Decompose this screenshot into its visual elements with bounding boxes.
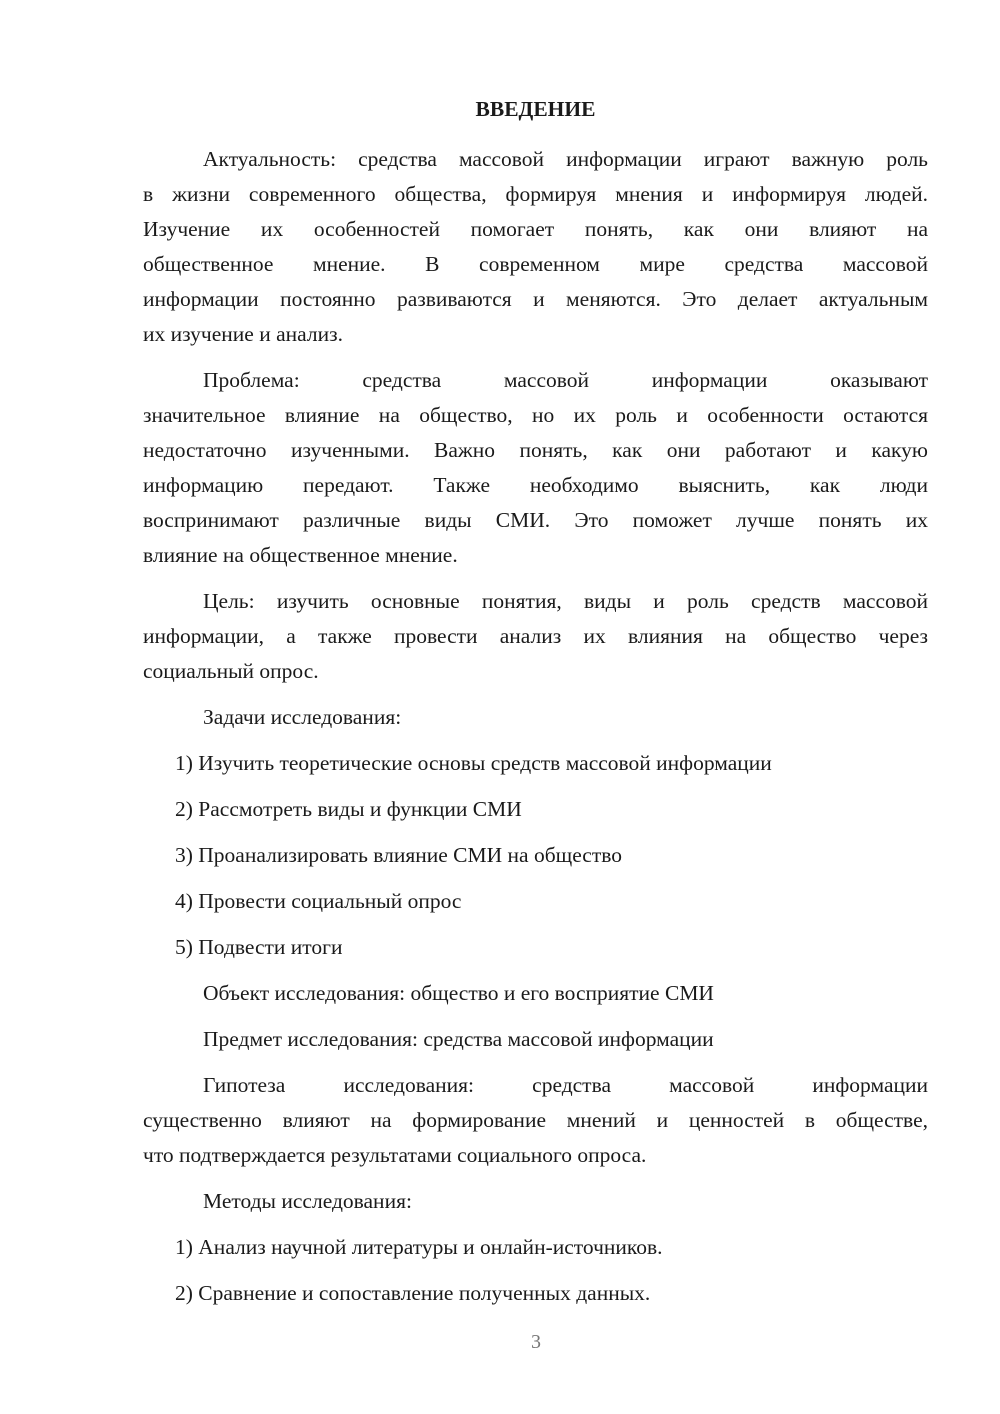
paragraph: [143, 584, 928, 689]
text-line: 1) Анализ научной литературы и онлайн-источников.: [175, 1235, 663, 1259]
document-body: [143, 142, 928, 1311]
text-line: недостаточно изученными. Важно понять, как они работают и какую: [143, 438, 928, 462]
text-line: Цель: изучить основные понятия, виды и роль средств массовой: [203, 589, 928, 613]
text-line: 2) Сравнение и сопоставление полученных данных.: [175, 1281, 651, 1305]
text-line: социальный опрос.: [143, 659, 319, 683]
text-line: 2) Рассмотреть виды и функции СМИ: [175, 797, 522, 821]
text-line: информации, а также провести анализ их влияния на общество через: [143, 624, 928, 648]
text-line: в жизни современного общества, формируя мнения и информируя людей.: [143, 182, 928, 206]
page-number: 3: [531, 1331, 541, 1353]
paragraph: [143, 363, 928, 573]
list-item: [143, 930, 928, 965]
text-line: их изучение и анализ.: [143, 322, 343, 346]
list-item: [143, 884, 928, 919]
text-line: 5) Подвести итоги: [175, 935, 343, 959]
text-line: 1) Изучить теоретические основы средств массовой информации: [175, 751, 772, 775]
list-item: [143, 746, 928, 781]
text-line: Проблема: средства массовой информации оказывают: [203, 368, 928, 392]
list-item: [143, 838, 928, 873]
list-item: [143, 792, 928, 827]
text-line: информацию передают. Также необходимо выяснить, как люди: [143, 473, 928, 497]
paragraph: [143, 1068, 928, 1173]
paragraph: [143, 1184, 928, 1219]
text-line: Изучение их особенностей помогает понять, как они влияют на: [143, 217, 928, 241]
text-line: воспринимают различные виды СМИ. Это поможет лучше понять их: [143, 508, 928, 532]
paragraph: [143, 1022, 928, 1057]
text-line: Методы исследования:: [203, 1189, 412, 1213]
text-line: информации постоянно развиваются и меняются. Это делает актуальным: [143, 287, 928, 311]
text-line: Предмет исследования: средства массовой информации: [203, 1027, 714, 1051]
text-line: Актуальность: средства массовой информации играют важную роль: [203, 147, 928, 171]
list-item: [143, 1276, 928, 1311]
paragraph: [143, 976, 928, 1011]
text-line: Задачи исследования:: [203, 705, 402, 729]
list-item: [143, 1230, 928, 1265]
text-line: 4) Провести социальный опрос: [175, 889, 462, 913]
text-line: влияние на общественное мнение.: [143, 543, 458, 567]
text-line: Объект исследования: общество и его восприятие СМИ: [203, 981, 714, 1005]
text-line: существенно влияют на формирование мнений и ценностей в обществе,: [143, 1108, 928, 1132]
section-title: ВВЕДЕНИЕ: [475, 97, 596, 121]
text-line: общественное мнение. В современном мире средства массовой: [143, 252, 928, 276]
text-line: 3) Проанализировать влияние СМИ на общество: [175, 843, 622, 867]
paragraph: [143, 700, 928, 735]
text-line: что подтверждается результатами социального опроса.: [143, 1143, 647, 1167]
text-line: Гипотеза исследования: средства массовой информации: [203, 1073, 928, 1097]
paragraph: [143, 142, 928, 352]
text-line: значительное влияние на общество, но их роль и особенности остаются: [143, 403, 928, 427]
